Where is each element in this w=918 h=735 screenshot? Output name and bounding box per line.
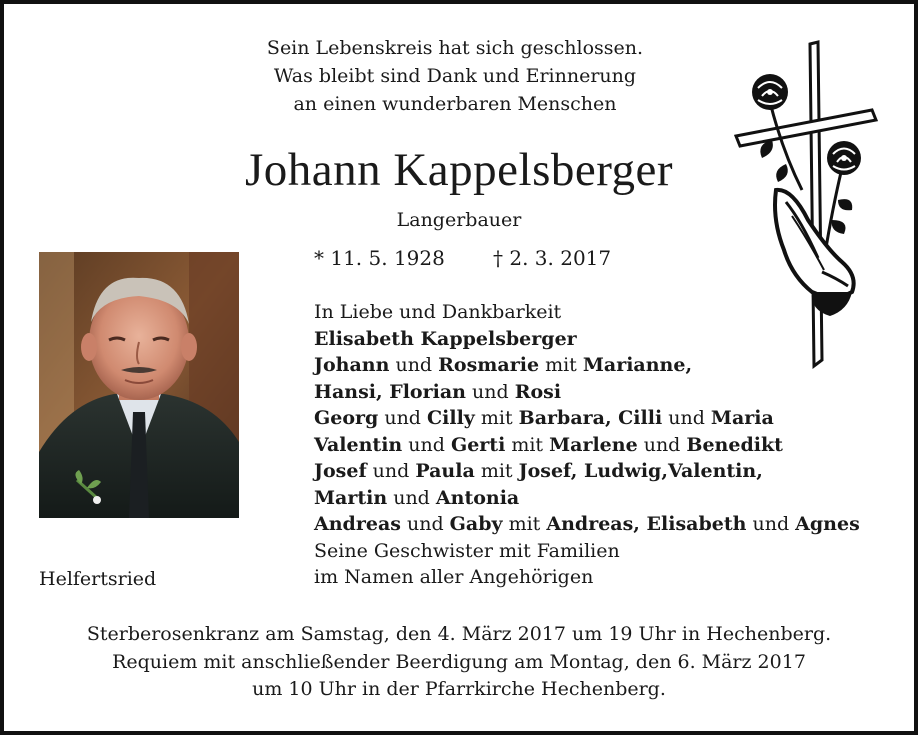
- portrait-photo-graphic: [39, 252, 239, 518]
- family-member-name: Josef: [314, 460, 367, 482]
- family-member-name: Rosi: [514, 380, 562, 403]
- family-member-name: Valentin: [314, 433, 403, 456]
- family-intro: In Liebe und Dankbarkeit: [314, 301, 562, 323]
- family-member-name: Paula: [415, 460, 475, 482]
- family-connector: und: [378, 407, 428, 429]
- family-member-name: Andreas: [314, 513, 401, 535]
- family-member-name: Agnes: [795, 513, 860, 535]
- service-line: Sterberosenkranz am Samstag, den 4. März 2017 um 19 Uhr in Hechenberg.: [86, 623, 832, 645]
- family-connector: mit: [474, 407, 519, 429]
- family-member-line: [314, 485, 860, 512]
- family-member-name: Elisabeth Kappelsberger: [314, 327, 577, 350]
- family-member-line: [314, 405, 860, 432]
- family-member-name: Antonia: [435, 486, 520, 509]
- family-member-name: Martin: [314, 486, 388, 509]
- family-connector: und: [387, 486, 436, 509]
- family-member-name: Barbara, Cilli: [518, 407, 663, 429]
- service-line: Requiem mit anschließender Beerdigung am Montag, den 6. März 2017: [112, 650, 806, 673]
- family-member-name: Hansi, Florian: [314, 380, 466, 403]
- poem-line: Was bleibt sind Dank und Erinnerung: [273, 65, 637, 87]
- family-connector: und: [400, 513, 450, 535]
- family-member-name: Benedikt: [686, 433, 783, 456]
- family-member-name: Gaby: [449, 513, 503, 535]
- poem-line: Sein Lebenskreis hat sich geschlossen.: [266, 37, 644, 59]
- family-member-line: [314, 458, 860, 485]
- family-connector: und: [662, 407, 711, 429]
- service-info: [0, 621, 918, 704]
- deceased-name: Johann Kappelsberger: [244, 144, 674, 196]
- family-member-name: Josef, Ludwig,Valentin,: [518, 460, 763, 482]
- poem-line: an einen wunderbaren Menschen: [293, 93, 617, 115]
- family-connector: mit: [474, 460, 519, 482]
- portrait-photo: [39, 252, 239, 518]
- family-member-name: Marlene: [549, 433, 638, 456]
- place-name: Helfertsried: [39, 568, 157, 590]
- family-connector: und: [465, 380, 515, 403]
- family-member-name: Johann: [314, 354, 390, 376]
- birth-date: * 11. 5. 1928: [314, 246, 445, 270]
- family-connector: und: [389, 354, 439, 376]
- family-connector: und: [746, 513, 796, 535]
- family-connector: mit: [539, 354, 583, 376]
- family-siblings: Seine Geschwister mit Familien: [314, 539, 620, 562]
- family-connector: und: [366, 460, 416, 482]
- family-member-line: [314, 432, 860, 459]
- deceased-nickname: Langerbauer: [396, 209, 522, 231]
- family-member-name: Georg: [314, 407, 379, 429]
- family-connector: und: [402, 433, 451, 456]
- family-member-name: Marianne,: [582, 354, 693, 376]
- family-connector: mit: [502, 513, 547, 535]
- family-member-name: Cilly: [427, 407, 475, 429]
- family-connector: mit: [505, 433, 550, 456]
- cross-icon: [732, 40, 882, 375]
- service-line: um 10 Uhr in der Pfarrkirche Hechenberg.: [252, 678, 666, 700]
- family-member-name: Gerti: [450, 433, 506, 456]
- cross-with-roses-and-praying-hands-icon: [732, 40, 882, 375]
- family-member-name: Andreas, Elisabeth: [546, 513, 747, 535]
- family-connector: und: [637, 433, 687, 456]
- family-member-line: [314, 379, 860, 406]
- family-member-name: Rosmarie: [438, 354, 540, 376]
- family-closing: im Namen aller Angehörigen: [314, 566, 594, 588]
- family-member-line: [314, 511, 860, 538]
- death-date: † 2. 3. 2017: [493, 246, 612, 270]
- family-member-name: Maria: [710, 407, 774, 429]
